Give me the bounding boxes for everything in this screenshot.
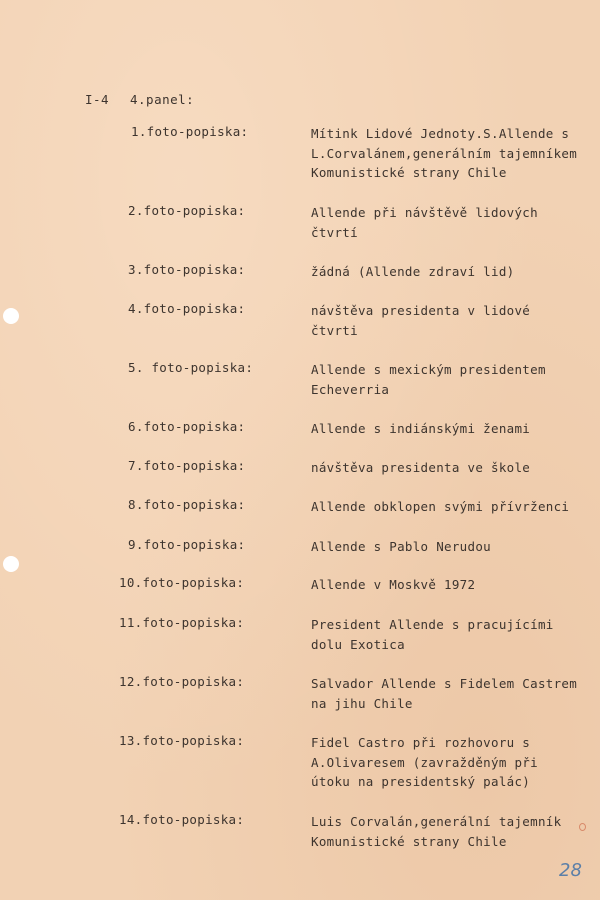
caption-text bbox=[311, 537, 596, 557]
caption-line: A.Olivaresem (zavražděným při bbox=[311, 754, 538, 770]
caption-label: 6.foto-popiska: bbox=[128, 419, 246, 434]
caption-text bbox=[311, 674, 596, 713]
caption-text bbox=[311, 615, 596, 654]
caption-line: Allende s mexickým presidentem bbox=[311, 362, 546, 377]
caption-line: dolu Exotica bbox=[311, 636, 405, 652]
caption-text bbox=[311, 497, 596, 517]
caption-label: 8.foto-popiska: bbox=[128, 497, 246, 512]
caption-line: čtvrtí bbox=[311, 224, 358, 240]
caption-label: 2.foto-popiska: bbox=[128, 203, 246, 218]
caption-line: L.Corvalánem,generálním tajemníkem bbox=[311, 145, 578, 161]
caption-line: Allende s indiánskými ženami bbox=[311, 421, 531, 436]
caption-text bbox=[311, 575, 596, 595]
caption-line: Echeverria bbox=[311, 381, 390, 397]
caption-line: President Allende s pracujícími bbox=[311, 617, 554, 632]
caption-line: Mítink Lidové Jednoty.S.Allende s bbox=[311, 126, 570, 141]
caption-text bbox=[311, 262, 596, 282]
caption-line: Salvador Allende s Fidelem Castrem bbox=[311, 676, 578, 691]
caption-label: 14.foto-popiska: bbox=[119, 812, 245, 827]
caption-line: Allende obklopen svými přívrženci bbox=[311, 499, 570, 514]
caption-label: 13.foto-popiska: bbox=[119, 733, 245, 748]
sheet-id: I-4 bbox=[85, 92, 110, 107]
caption-line: Fidel Castro při rozhovoru s bbox=[311, 735, 531, 750]
caption-line: Allende s Pablo Nerudou bbox=[311, 539, 491, 554]
caption-text bbox=[311, 733, 596, 792]
caption-label: 10.foto-popiska: bbox=[119, 575, 245, 590]
caption-line: na jihu Chile bbox=[311, 695, 413, 711]
caption-text bbox=[311, 301, 596, 340]
caption-label: 4.foto-popiska: bbox=[128, 301, 246, 316]
caption-label: 11.foto-popiska: bbox=[119, 615, 245, 630]
caption-line: útoku na presidentský palác) bbox=[311, 774, 531, 789]
caption-line: Luis Corvalán,generální tajemník bbox=[311, 814, 562, 829]
caption-label: 7.foto-popiska: bbox=[128, 458, 246, 473]
caption-line: čtvrti bbox=[311, 322, 358, 338]
caption-line: Komunistické strany Chile bbox=[311, 833, 507, 849]
caption-text bbox=[311, 419, 596, 439]
caption-line: Komunistické strany Chile bbox=[311, 165, 507, 180]
caption-label: 5. foto-popiska: bbox=[128, 360, 254, 375]
caption-text bbox=[311, 812, 596, 851]
panel-title: 4.panel: bbox=[130, 92, 195, 107]
caption-label: 3.foto-popiska: bbox=[128, 262, 246, 277]
caption-label: 9.foto-popiska: bbox=[128, 537, 246, 552]
caption-text bbox=[311, 203, 596, 242]
caption-text bbox=[311, 458, 596, 478]
caption-text bbox=[311, 360, 596, 399]
pen-mark bbox=[579, 823, 586, 831]
caption-line: návštěva presidenta v lidové bbox=[311, 303, 531, 318]
caption-line: žádná (Allende zdraví lid) bbox=[311, 264, 515, 279]
handwritten-page-number: 28 bbox=[559, 860, 582, 881]
caption-line: návštěva presidenta ve škole bbox=[311, 460, 531, 475]
caption-line: Allende v Moskvě 1972 bbox=[311, 577, 476, 592]
caption-text bbox=[311, 124, 596, 183]
caption-label: 1.foto-popiska: bbox=[131, 124, 249, 139]
caption-line: Allende při návštěvě lidových bbox=[311, 205, 538, 220]
caption-label: 12.foto-popiska: bbox=[119, 674, 245, 689]
